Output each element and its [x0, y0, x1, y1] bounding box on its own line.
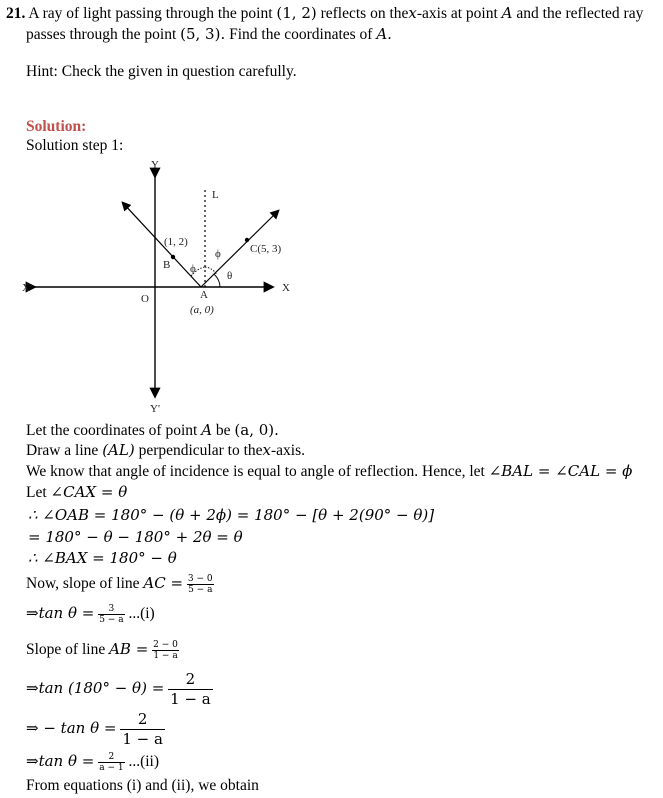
question-text: A ray of light passing through the point — [28, 5, 273, 22]
label-phi-2: ϕ — [215, 248, 221, 260]
angle-arc-cax — [214, 274, 220, 287]
text: Draw a line — [26, 442, 99, 459]
label-a-coord: (a, 0) — [190, 304, 214, 316]
label-x: X — [282, 282, 290, 294]
fraction — [120, 710, 165, 749]
line-8 — [26, 574, 214, 595]
text: Now, slope of line — [26, 575, 140, 593]
denominator: 5 − a — [188, 585, 213, 595]
label-b: B — [163, 259, 171, 271]
denominator: 5 − a — [99, 615, 124, 625]
label-y-prime: Y' — [150, 403, 160, 415]
numerator: 3 − 0 — [187, 574, 213, 584]
x-symbol: x — [262, 441, 271, 459]
line-10 — [26, 640, 179, 661]
fraction — [98, 752, 124, 773]
text: We know that angle of incidence is equal to angle of reflection. Hence, let — [26, 463, 485, 480]
question-line-2 — [26, 25, 392, 44]
line-4 — [26, 483, 127, 502]
point-1: (1, 2) — [276, 4, 317, 22]
equation: ⇒tan θ = — [26, 604, 95, 623]
label-l: L — [212, 189, 219, 201]
line-3 — [26, 462, 632, 481]
line-9 — [26, 604, 155, 625]
fraction — [187, 574, 214, 595]
eq-ref: ...(ii) — [128, 753, 160, 771]
equation: ∠CAX = θ — [50, 483, 128, 501]
question-text: passes through the point — [26, 26, 177, 43]
point-c — [245, 238, 249, 242]
line-2 — [26, 441, 305, 460]
label-y: Y — [151, 159, 159, 171]
label-theta: θ — [227, 270, 233, 282]
hint: Hint: Check the given in question carefully. — [26, 63, 297, 80]
equation: ⇒tan (180° − θ) = — [26, 679, 165, 698]
denominator: 1 − a — [122, 730, 163, 748]
line-7: ∴ ∠BAX = 180° − θ — [28, 549, 177, 567]
numerator: 3 — [108, 604, 115, 614]
point-2: (5, 3). — [180, 25, 226, 43]
equation: ⇒ − tan θ = — [26, 719, 117, 738]
coordinate: (a, 0). — [234, 421, 279, 439]
solution-heading: Solution: — [26, 118, 87, 135]
numerator: 2 − 0 — [153, 640, 178, 650]
a-symbol: A — [201, 421, 213, 439]
text: -axis. — [270, 442, 305, 459]
slope-ac: AC = — [143, 574, 184, 593]
numerator: 2 — [185, 670, 196, 688]
question-line-1 — [6, 4, 643, 23]
denominator: 1 − a — [170, 690, 211, 708]
x-symbol: x — [408, 4, 417, 22]
denominator: 1 − a — [153, 651, 178, 661]
text: Let the coordinates of point — [26, 422, 198, 439]
question-text: Find the coordinates of — [229, 26, 373, 43]
line-12 — [26, 710, 165, 749]
line-14: From equations (i) and (ii), we obtain — [26, 777, 259, 794]
line-11 — [26, 670, 213, 709]
text: Slope of line — [26, 641, 106, 659]
question-number: 21. — [6, 5, 26, 22]
point-b — [171, 255, 175, 259]
a-symbol: A. — [376, 25, 392, 43]
reflection-diagram — [20, 158, 300, 418]
numerator: 2 — [108, 752, 115, 762]
label-phi-1: ϕ — [190, 263, 196, 275]
text: Let — [26, 484, 47, 501]
label-o: O — [141, 293, 149, 305]
question-text: and the reflected ray — [516, 5, 644, 22]
line-5: ∴ ∠OAB = 180° − (θ + 2ϕ) = 180° − [θ + 2(90° − θ)] — [28, 506, 435, 524]
text: perpendicular to the — [138, 442, 263, 459]
fraction — [152, 640, 179, 661]
step-label: Solution step 1: — [26, 137, 124, 154]
al-symbol: (AL) — [102, 441, 135, 459]
question-text: reflects on the — [320, 5, 409, 22]
fraction — [168, 670, 213, 709]
label-c: C(5, 3) — [250, 243, 282, 255]
line-13 — [26, 752, 159, 773]
equation: ∠BAL = ∠CAL = ϕ — [488, 462, 633, 480]
line-6: = 180° − θ − 180° + 2θ = θ — [28, 528, 243, 546]
label-a: A — [200, 289, 208, 301]
eq-ref: ...(i) — [128, 605, 155, 623]
numerator: 2 — [137, 710, 148, 728]
fraction — [98, 604, 124, 625]
text: be — [215, 422, 231, 439]
label-x-prime: X' — [22, 282, 32, 294]
line-1 — [26, 421, 279, 440]
denominator: a − 1 — [99, 763, 124, 773]
a-symbol: A — [501, 4, 513, 22]
equation: ⇒tan θ = — [26, 752, 95, 771]
label-point-1: (1, 2) — [164, 236, 188, 248]
slope-ab: AB = — [109, 640, 149, 659]
question-text: -axis at point — [416, 5, 498, 22]
